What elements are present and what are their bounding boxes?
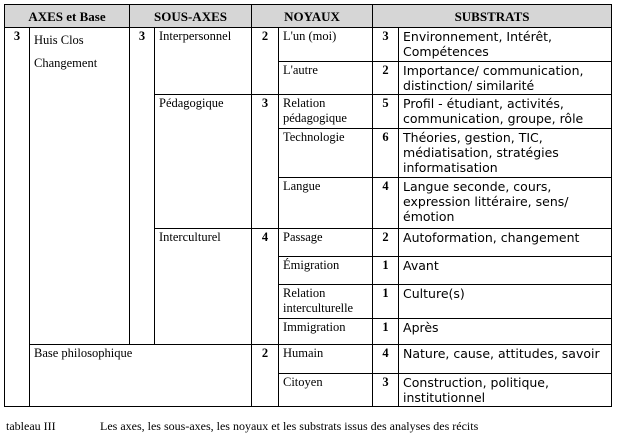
header-row — [5, 5, 612, 28]
noyau-label: Immigration — [279, 319, 373, 345]
axe-label-line1: Huis Clos — [34, 33, 84, 47]
sous-axe-label: Interculturel — [155, 229, 252, 345]
substrat-text: Importance/ communication, distinction/ similarité — [399, 62, 612, 95]
sous-axes-count: 3 — [130, 28, 155, 345]
noyau-label: Relation pédagogique — [279, 95, 373, 129]
noyau-label: L'autre — [279, 62, 373, 95]
substrat-text: Environnement, Intérêt, Compétences — [399, 28, 612, 62]
caption-label: tableau III — [6, 419, 56, 433]
noyau-count: 3 — [373, 28, 399, 62]
noyau-label: Passage — [279, 229, 373, 257]
noyau-label: Relation interculturelle — [279, 285, 373, 319]
sous-axe-count: 4 — [252, 229, 279, 345]
header-axes: AXES et Base — [5, 5, 130, 28]
noyau-count: 4 — [373, 345, 399, 374]
noyau-count: 1 — [373, 285, 399, 319]
noyau-count: 2 — [373, 229, 399, 257]
noyau-label: Technologie — [279, 129, 373, 178]
noyau-count: 2 — [373, 62, 399, 95]
header-noyaux: NOYAUX — [252, 5, 373, 28]
axe-label — [30, 28, 130, 345]
table-row — [5, 28, 612, 62]
substrat-text: Avant — [399, 257, 612, 285]
axes-table — [4, 4, 612, 407]
noyau-label: Humain — [279, 345, 373, 374]
noyau-label: Citoyen — [279, 374, 373, 407]
table-row — [5, 345, 612, 374]
noyau-label: L'un (moi) — [279, 28, 373, 62]
noyau-count: 1 — [373, 319, 399, 345]
header-sous-axes: SOUS-AXES — [130, 5, 252, 28]
axes-count: 3 — [5, 28, 30, 407]
axe-label-line2: Changement — [34, 56, 98, 70]
substrat-text: Profil - étudiant, activités, communication, groupe, rôle — [399, 95, 612, 129]
substrat-text: Autoformation, changement — [399, 229, 612, 257]
noyau-label: Émigration — [279, 257, 373, 285]
substrat-text: Nature, cause, attitudes, savoir — [399, 345, 612, 374]
sous-axe-label: Pédagogique — [155, 95, 252, 229]
table-caption — [6, 419, 478, 434]
noyau-count: 5 — [373, 95, 399, 129]
noyau-count: 3 — [373, 374, 399, 407]
sous-axe-count: 2 — [252, 28, 279, 95]
substrat-text: Construction, politique, institutionnel — [399, 374, 612, 407]
sous-axe-label: Interpersonnel — [155, 28, 252, 95]
substrat-text: Après — [399, 319, 612, 345]
noyau-count: 6 — [373, 129, 399, 178]
header-substrats: SUBSTRATS — [373, 5, 612, 28]
caption-text: Les axes, les sous-axes, les noyaux et les substrats issus des analyses des récits — [100, 419, 479, 433]
noyau-count: 1 — [373, 257, 399, 285]
sous-axe-count: 3 — [252, 95, 279, 229]
noyau-label: Langue — [279, 178, 373, 229]
base-count: 2 — [252, 345, 279, 407]
substrat-text: Culture(s) — [399, 285, 612, 319]
substrat-text: Théories, gestion, TIC, médiatisation, stratégies informatisation — [399, 129, 612, 178]
base-label: Base philosophique — [30, 345, 252, 407]
substrat-text: Langue seconde, cours, expression littéraire, sens/ émotion — [399, 178, 612, 229]
noyau-count: 4 — [373, 178, 399, 229]
